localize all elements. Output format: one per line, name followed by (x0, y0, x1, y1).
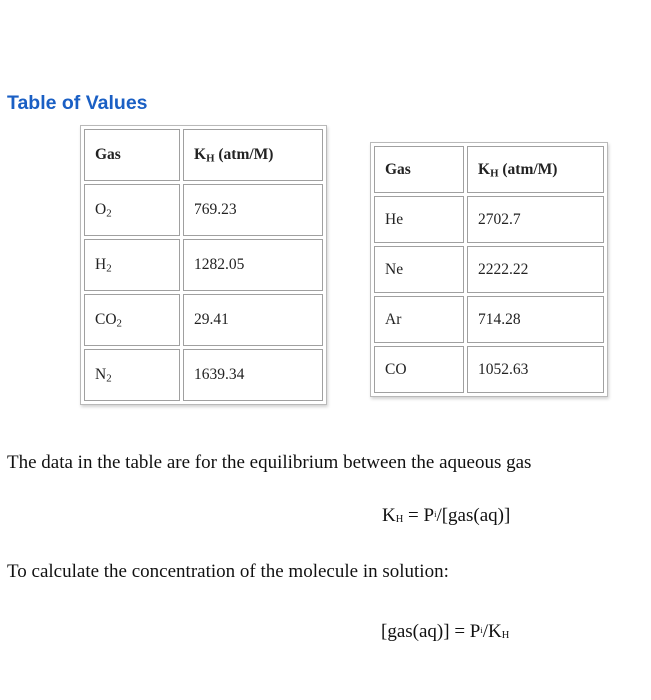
table-row (84, 349, 323, 401)
kh-value-cell: 1639.34 (183, 349, 323, 401)
kh-equation: $K_H = P^i/[gas(aq)]$ (382, 505, 511, 526)
table-header-row (374, 146, 604, 193)
gas-cell: CO (374, 346, 464, 393)
gas-cell: Ne (374, 246, 464, 293)
kh-value-cell: 2222.22 (467, 246, 604, 293)
table-row (84, 239, 323, 291)
table-header-row (84, 129, 323, 181)
gas-cell: $N_2$ (84, 349, 180, 401)
kh-table-left (80, 125, 327, 405)
page-heading: Table of Values (7, 92, 148, 114)
table-row (374, 346, 604, 393)
kh-column-header: $K_H$ (atm/M) (467, 146, 604, 193)
gas-cell: $CO_2$ (84, 294, 180, 346)
gas-column-header: Gas (374, 146, 464, 193)
kh-value-cell: 1282.05 (183, 239, 323, 291)
kh-value-cell: 29.41 (183, 294, 323, 346)
kh-column-header: $K_H$ (atm/M) (183, 129, 323, 181)
gas-cell: $H_2$ (84, 239, 180, 291)
kh-value-cell: 1052.63 (467, 346, 604, 393)
kh-value-cell: 714.28 (467, 296, 604, 343)
table-row (374, 296, 604, 343)
gas-cell: He (374, 196, 464, 243)
gas-column-header: Gas (84, 129, 180, 181)
table-row (374, 196, 604, 243)
description-text: The data in the table are for the equilibrium between the aqueous gas (7, 452, 532, 473)
table-row (84, 294, 323, 346)
kh-value-cell: 769.23 (183, 184, 323, 236)
concentration-equation: $[gas(aq)] = P^i/K_H$ (381, 621, 510, 642)
kh-value-cell: 2702.7 (467, 196, 604, 243)
table-row (374, 246, 604, 293)
instruction-text: To calculate the concentration of the molecule in solution: (7, 561, 449, 582)
gas-cell: $O_2$ (84, 184, 180, 236)
gas-cell: Ar (374, 296, 464, 343)
table-row (84, 184, 323, 236)
kh-table-right (370, 142, 608, 397)
